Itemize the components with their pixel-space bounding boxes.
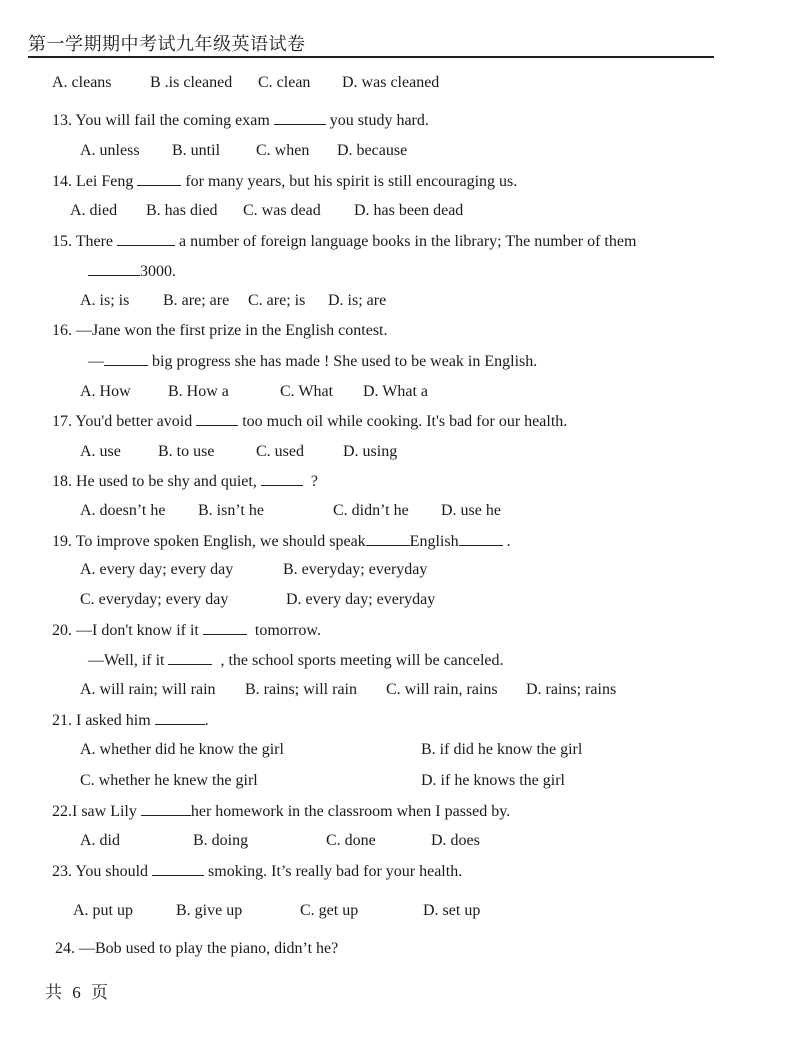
q21-option-a: A. whether did he know the girl: [80, 741, 284, 758]
question-text: .: [204, 712, 209, 729]
q19-option-b: B. everyday; everyday: [283, 561, 428, 578]
answer-blank: [203, 620, 247, 635]
question-text: You should: [75, 863, 149, 880]
question-15-line2: [88, 261, 176, 282]
answer-blank: [274, 110, 326, 125]
q16-option-b: B. How a: [168, 383, 229, 400]
answer-blank: [168, 650, 212, 665]
question-number: 13.: [52, 112, 72, 129]
q23-option-a: A. put up: [73, 902, 133, 919]
q21-option-c: C. whether he knew the girl: [80, 772, 258, 789]
question-text: too much oil while cooking. It's bad for our health.: [242, 413, 568, 430]
question-text: To improve spoken English, we should speak: [75, 533, 366, 550]
q17-option-a: A. use: [80, 443, 121, 460]
q12-option-b: B .is cleaned: [150, 74, 233, 91]
answer-blank: [155, 710, 205, 725]
question-text: —Jane won the first prize in the English contest.: [76, 322, 388, 339]
question-text: There: [75, 233, 114, 250]
q23-option-c: C. get up: [300, 902, 359, 919]
question-text: —Well, if it: [88, 652, 165, 669]
question-20-line2: [88, 650, 504, 671]
q14-option-c: C. was dead: [243, 202, 321, 219]
question-text: English: [409, 533, 459, 550]
answer-blank: [88, 261, 140, 276]
q17-option-c: C. used: [256, 443, 304, 460]
question-13: [52, 110, 429, 131]
q22-option-c: C. done: [326, 832, 376, 849]
question-text: 3000.: [140, 263, 176, 280]
question-text: You will fail the coming exam: [75, 112, 270, 129]
q13-option-b: B. until: [172, 142, 221, 159]
q12-option-c: C. clean: [258, 74, 311, 91]
exam-title: 第一学期期中考试九年级英语试卷: [28, 34, 306, 54]
q14-option-d: D. has been dead: [354, 202, 464, 219]
q13-option-d: D. because: [337, 142, 408, 159]
q20-option-c: C. will rain, rains: [386, 681, 498, 698]
question-text: He used to be shy and quiet,: [76, 473, 257, 490]
answer-blank: [196, 411, 238, 426]
q23-option-d: D. set up: [423, 902, 481, 919]
question-number: 17.: [52, 413, 72, 430]
question-18: [52, 471, 318, 492]
question-text: for many years, but his spirit is still encouraging us.: [185, 173, 518, 190]
question-text: , the school sports meeting will be canceled.: [220, 652, 504, 669]
q21-option-d: D. if he knows the girl: [421, 772, 565, 789]
q22-option-b: B. doing: [193, 832, 249, 849]
question-number: 15.: [52, 233, 72, 250]
question-text: ?: [310, 473, 318, 490]
q13-option-c: C. when: [256, 142, 310, 159]
question-number: 16.: [52, 322, 72, 339]
q14-option-b: B. has died: [146, 202, 218, 219]
q18-option-b: B. isn’t he: [198, 502, 264, 519]
q22-option-d: D. does: [431, 832, 480, 849]
answer-blank: [261, 471, 303, 486]
answer-blank: [459, 531, 503, 546]
question-16-line2: [88, 351, 537, 372]
q14-option-a: A. died: [70, 202, 118, 219]
question-number: 18.: [52, 473, 72, 490]
answer-blank: [137, 171, 181, 186]
answer-blank: [141, 801, 191, 816]
question-22: [52, 801, 510, 822]
header-rule: [28, 56, 714, 58]
q18-option-d: D. use he: [441, 502, 501, 519]
q12-option-d: D. was cleaned: [342, 74, 440, 91]
q15-option-d: D. is; are: [328, 292, 387, 309]
question-number: 21.: [52, 712, 72, 729]
question-14: [52, 171, 517, 192]
answer-blank: [117, 231, 175, 246]
question-24: [55, 939, 338, 959]
answer-blank: [104, 351, 148, 366]
question-text: I saw Lily: [72, 803, 137, 820]
question-number: 22.: [52, 803, 72, 820]
q18-option-a: A. doesn’t he: [80, 502, 166, 519]
question-text: —Bob used to play the piano, didn’t he?: [79, 940, 339, 957]
question-text: I asked him: [76, 712, 151, 729]
q13-option-a: A. unless: [80, 142, 140, 159]
answer-blank: [366, 531, 410, 546]
question-text: —I don't know if it: [76, 622, 199, 639]
q20-option-b: B. rains; will rain: [245, 681, 357, 698]
question-number: 14.: [52, 173, 72, 190]
question-text: You'd better avoid: [75, 413, 193, 430]
question-20: [52, 620, 321, 641]
question-number: 24.: [55, 940, 75, 957]
question-23: [52, 861, 462, 882]
q12-option-a: A. cleans: [52, 74, 112, 91]
question-text: big progress she has made ! She used to be weak in English.: [152, 353, 538, 370]
q19-option-c: C. everyday; every day: [80, 591, 229, 608]
q15-option-c: C. are; is: [248, 292, 306, 309]
question-19: [52, 531, 511, 552]
question-21: [52, 710, 209, 731]
question-text: her homework in the classroom when I passed by.: [190, 803, 511, 820]
question-text: smoking. It’s really bad for your health.: [208, 863, 463, 880]
q20-option-d: D. rains; rains: [526, 681, 617, 698]
q17-option-b: B. to use: [158, 443, 215, 460]
q20-option-a: A. will rain; will rain: [80, 681, 216, 698]
question-text: you study hard.: [329, 112, 429, 129]
question-text: tomorrow.: [254, 622, 321, 639]
q19-option-d: D. every day; everyday: [286, 591, 436, 608]
question-number: 19.: [52, 533, 72, 550]
question-number: 20.: [52, 622, 72, 639]
question-number: 23.: [52, 863, 72, 880]
q19-option-a: A. every day; every day: [80, 561, 234, 578]
question-text: .: [506, 533, 511, 550]
q15-option-b: B. are; are: [163, 292, 230, 309]
q22-option-a: A. did: [80, 832, 120, 849]
question-15: [52, 231, 636, 252]
answer-blank: [152, 861, 204, 876]
question-text: a number of foreign language books in the library; The number of them: [179, 233, 637, 250]
q16-option-c: C. What: [280, 383, 334, 400]
page-count: 共 6 页: [45, 983, 111, 1002]
q17-option-d: D. using: [343, 443, 398, 460]
q23-option-b: B. give up: [176, 902, 243, 919]
question-17: [52, 411, 567, 432]
q15-option-a: A. is; is: [80, 292, 130, 309]
q16-option-a: A. How: [80, 383, 131, 400]
dialogue-dash: —: [88, 353, 104, 370]
q16-option-d: D. What a: [363, 383, 429, 400]
q18-option-c: C. didn’t he: [333, 502, 409, 519]
question-text: Lei Feng: [76, 173, 134, 190]
q21-option-b: B. if did he know the girl: [421, 741, 583, 758]
question-16: [52, 321, 387, 341]
